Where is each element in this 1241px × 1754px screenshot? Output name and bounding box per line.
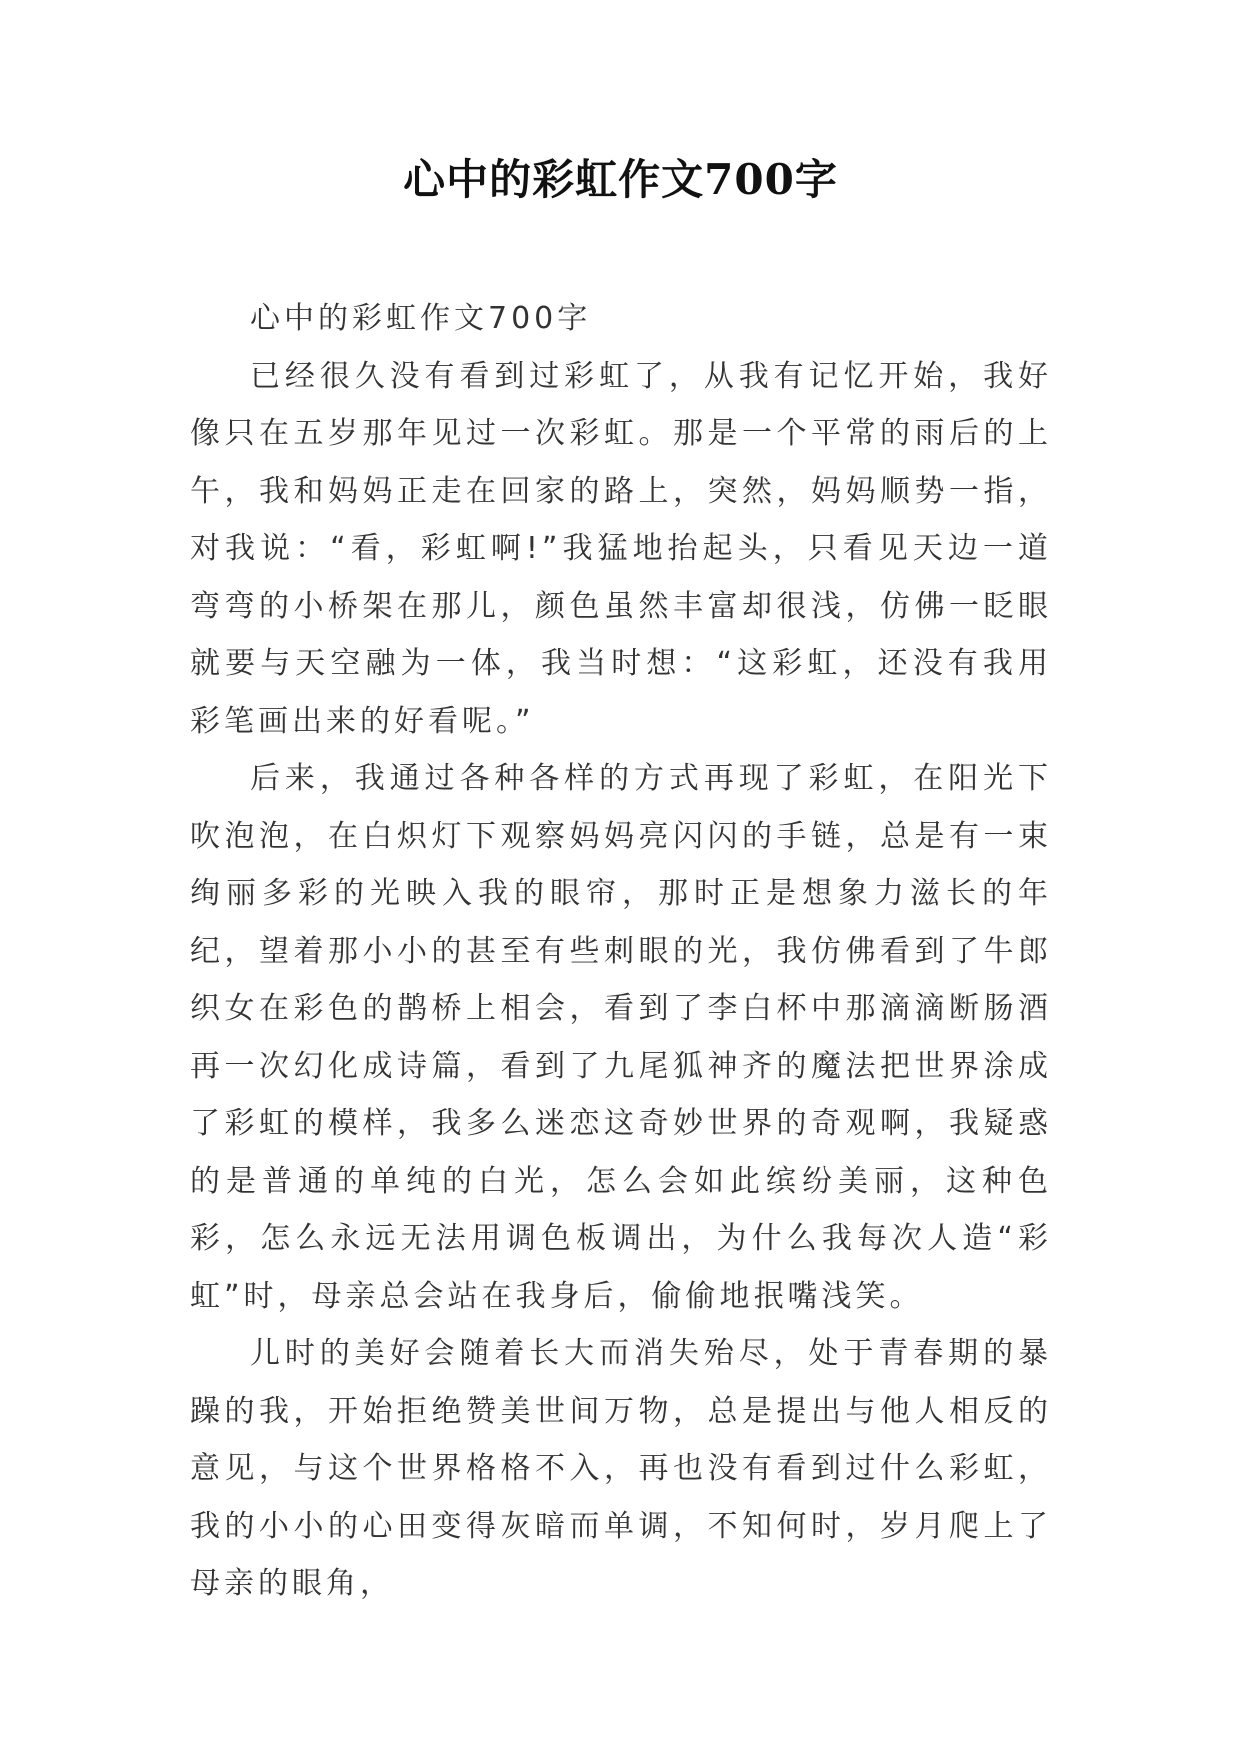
document-body <box>190 290 1052 1613</box>
paragraph: 后来，我通过各种各样的方式再现了彩虹，在阳光下吹泡泡，在白炽灯下观察妈妈亮闪闪的手链，总是有一束绚丽多彩的光映入我的眼帘，那时正是想象力滋长的年纪，望着那小小的甚至有些刺眼的光，我仿佛看到了牛郎织女在彩色的鹊桥上相会，看到了李白杯中那滴滴断肠酒再一次幻化成诗篇，看到了九尾狐神齐的魔法把世界涂成了彩虹的模样，我多么迷恋这奇妙世界的奇观啊，我疑惑的是普通的单纯的白光，怎么会如此缤纷美丽，这种色彩，怎么永远无法用调色板调出，为什么我每次人造“彩虹”时，母亲总会站在我身后，偷偷地抿嘴浅笑。 <box>190 761 1052 1314</box>
document-title: 心中的彩虹作文700字 <box>403 155 838 204</box>
paragraph-subtitle: 心中的彩虹作文700字 <box>250 301 592 336</box>
paragraph: 已经很久没有看到过彩虹了，从我有记忆开始，我好像只在五岁那年见过一次彩虹。那是一个平常的雨后的上午，我和妈妈正走在回家的路上，突然，妈妈顺势一指，对我说：“看，彩虹啊!”我猛地抬起头，只看见天边一道弯弯的小桥架在那儿，颜色虽然丰富却很浅，仿佛一眨眼就要与天空融为一体，我当时想：“这彩虹，还没有我用彩笔画出来的好看呢。” <box>190 358 1052 739</box>
paragraph: 儿时的美好会随着长大而消失殆尽，处于青春期的暴躁的我，开始拒绝赞美世间万物，总是提出与他人相反的意见，与这个世界格格不入，再也没有看到过什么彩虹，我的小小的心田变得灰暗而单调，不知何时，岁月爬上了母亲的眼角， <box>190 1336 1052 1601</box>
